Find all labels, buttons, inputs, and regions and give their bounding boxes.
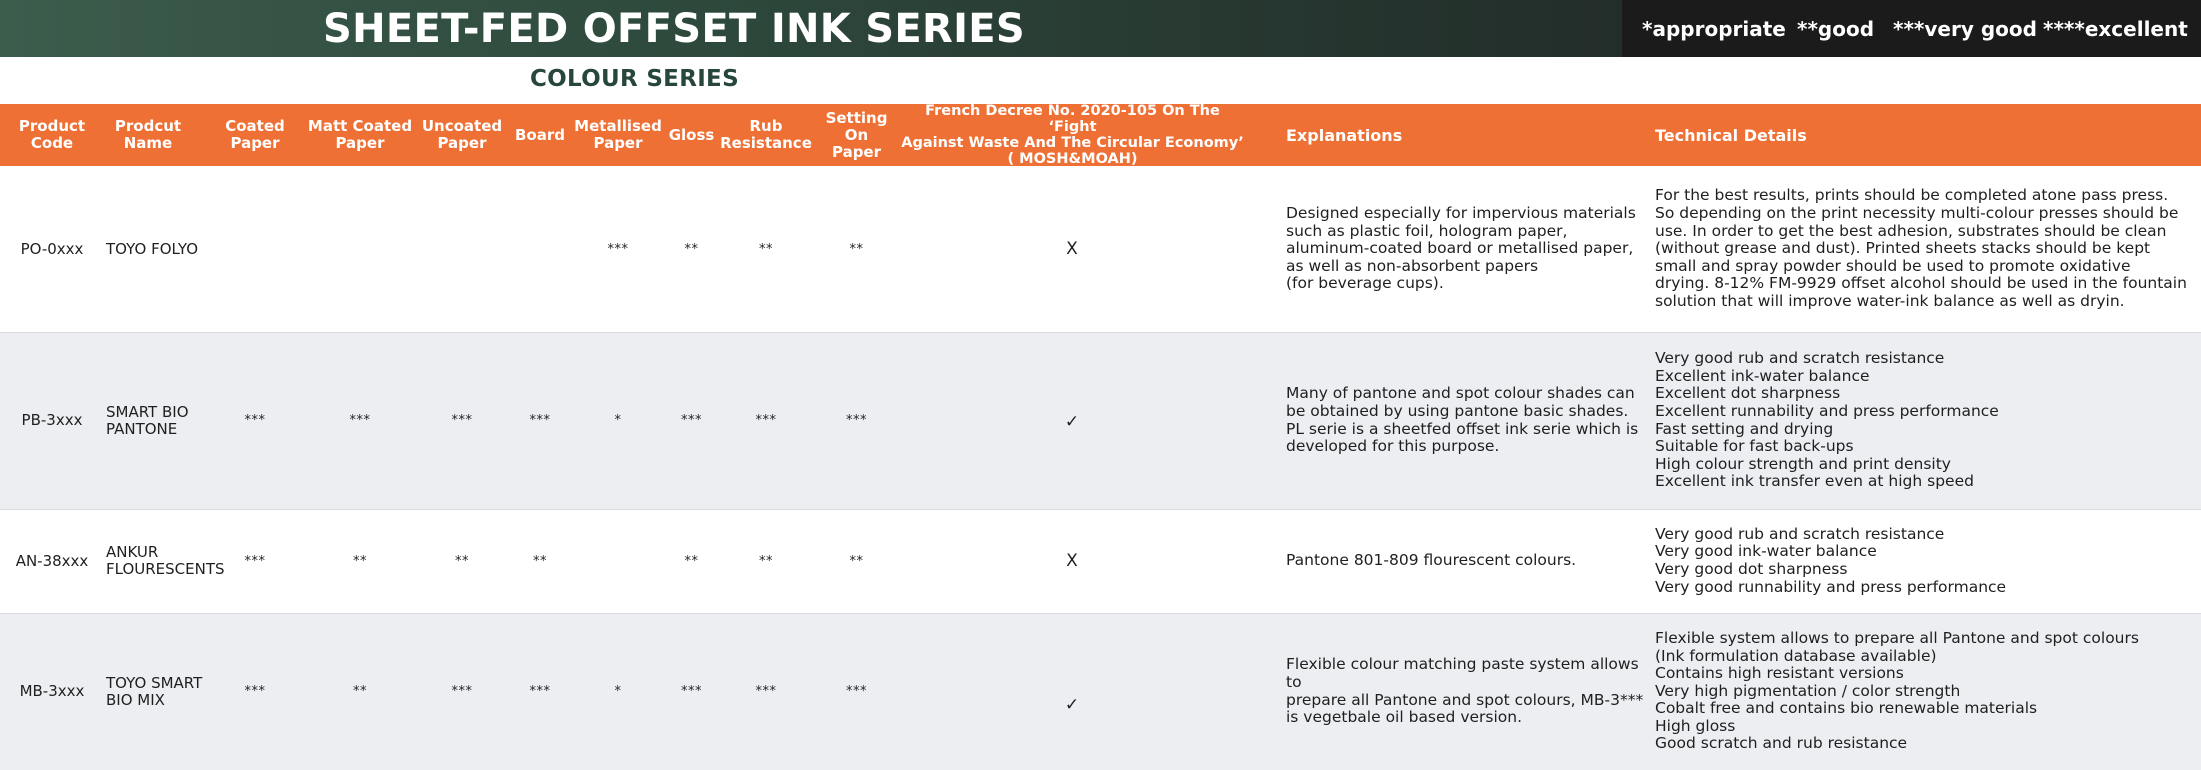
rating-matt-coated-paper bbox=[305, 166, 415, 332]
product-code: PB-3xxx bbox=[21, 411, 83, 429]
rating-gloss: ** bbox=[684, 241, 699, 257]
rating-uncoated-paper bbox=[419, 166, 505, 332]
rating-matt-coated-paper: ** bbox=[353, 553, 367, 569]
technical-details-text: Flexible system allows to prepare all Pantone and spot colours (Ink formulation database available) Contains high resistant versions Very high pigmentation / color strength Cobalt free and contains bio renewable materials High gloss Good scratch and rub resistance bbox=[1655, 628, 2139, 753]
rating-board: *** bbox=[529, 684, 551, 699]
column-header-french-decree: French Decree No. 2020-105 On The ‘Fight Against Waste And The Circular Economy’ ( MOSH&MOAH) bbox=[901, 103, 1244, 167]
rating-setting-on-paper: ** bbox=[849, 241, 864, 257]
product-name: SMART BIO PANTONE bbox=[106, 402, 189, 438]
section-subtitle: COLOUR SERIES bbox=[530, 66, 739, 92]
rating-setting-on-paper: *** bbox=[846, 684, 867, 699]
product-code: AN-38xxx bbox=[15, 551, 89, 570]
rating-rub-resistance: ** bbox=[759, 553, 773, 569]
explanation-text: Flexible colour matching paste system allows to prepare all Pantone and spot colours, MB-3*** is vegetbale oil based version. bbox=[1286, 655, 1644, 727]
rating-uncoated-paper: *** bbox=[451, 684, 473, 699]
rating-gloss: ** bbox=[684, 553, 699, 569]
rating-metallised-paper: *** bbox=[607, 241, 629, 257]
product-code: PO-0xxx bbox=[20, 239, 84, 258]
explanation-text: Many of pantone and spot colour shades can be obtained by using pantone basic shades. PL serie is a sheetfed offset ink serie which is developed for this purpose. bbox=[1286, 384, 1639, 456]
product-name: ANKUR FLOURESCENTS bbox=[106, 543, 225, 578]
decree-mark: X bbox=[1066, 238, 1078, 259]
rating-rub-resistance: ** bbox=[759, 241, 773, 257]
legend-appropriate: *appropriate bbox=[1642, 17, 1786, 41]
rating-metallised-paper: * bbox=[614, 413, 622, 428]
checkmark-icon: ✓ bbox=[1064, 411, 1080, 432]
rating-metallised-paper bbox=[573, 509, 663, 613]
column-header-gloss: Gloss bbox=[668, 125, 715, 144]
technical-details-text: Very good rub and scratch resistance Excellent ink-water balance Excellent dot sharpness Excellent runnability and press performance Fast setting and drying Suitable for fast back-ups High colour strength and print density Excellent ink transfer even at high speed bbox=[1655, 349, 1999, 491]
legend-good: **good bbox=[1797, 17, 1875, 41]
checkmark-icon: ✓ bbox=[1064, 694, 1080, 715]
column-header-explanations: Explanations bbox=[1286, 125, 1403, 145]
rating-metallised-paper: * bbox=[614, 684, 622, 699]
column-header-setting-on-paper: Setting On Paper bbox=[825, 108, 888, 161]
rating-coated-paper: *** bbox=[244, 553, 266, 569]
product-name: TOYO FOLYO bbox=[106, 239, 199, 258]
explanation-text: Pantone 801-809 flourescent colours. bbox=[1286, 551, 1577, 570]
column-header-coated-paper: Coated Paper bbox=[225, 117, 285, 152]
rating-setting-on-paper: *** bbox=[846, 413, 867, 428]
page-title: SHEET-FED OFFSET INK SERIES bbox=[323, 6, 1026, 52]
rating-board: ** bbox=[533, 553, 547, 569]
product-name: TOYO SMART BIO MIX bbox=[106, 673, 203, 709]
rating-rub-resistance: *** bbox=[755, 413, 777, 428]
explanation-text: Designed especially for impervious materials such as plastic foil, hologram paper, aluminum-coated board or metallised paper, as well as non-absorbent papers (for beverage cups). bbox=[1286, 204, 1636, 293]
column-header-technical-details: Technical Details bbox=[1655, 125, 1807, 145]
rating-setting-on-paper: ** bbox=[849, 553, 864, 569]
rating-gloss: *** bbox=[681, 413, 702, 428]
legend-excellent: ****excellent bbox=[2043, 17, 2188, 41]
column-header-metallised-paper: Metallised Paper bbox=[574, 117, 662, 152]
row-divider bbox=[0, 613, 2201, 614]
column-header-board: Board bbox=[515, 125, 565, 144]
rating-coated-paper bbox=[215, 166, 295, 332]
rating-matt-coated-paper: *** bbox=[349, 413, 371, 428]
rating-gloss: *** bbox=[681, 684, 702, 699]
technical-details-text: For the best results, prints should be completed atone pass press. So depending on the print necessity multi-colour presses should be use. In order to get the best adhesion, substrates should be clean (without grease and dust). Printed sheets stacks should be kept small and spray powder should be used to promote oxidative drying. 8-12% FM-9929 offset alcohol should be used in the fountain solution that will improve water-ink balance as well as dryin. bbox=[1655, 186, 2187, 310]
rating-uncoated-paper: ** bbox=[455, 553, 469, 569]
product-code: MB-3xxx bbox=[19, 682, 85, 700]
column-header-matt-coated-paper: Matt Coated Paper bbox=[307, 117, 413, 152]
technical-details-text: Very good rub and scratch resistance Very good ink-water balance Very good dot sharpness Very good runnability and press performance bbox=[1655, 524, 2007, 596]
legend-very-good: ***very good bbox=[1893, 17, 2037, 41]
row-divider bbox=[0, 509, 2201, 510]
rating-uncoated-paper: *** bbox=[451, 413, 473, 428]
rating-board: *** bbox=[529, 413, 551, 428]
column-header-product-code: Product Code bbox=[18, 117, 86, 152]
rating-coated-paper: *** bbox=[244, 413, 266, 428]
column-header-rub-resistance: Rub Resistance bbox=[720, 117, 812, 152]
rating-matt-coated-paper: ** bbox=[353, 684, 367, 699]
column-header-uncoated-paper: Uncoated Paper bbox=[421, 117, 503, 152]
rating-coated-paper: *** bbox=[244, 684, 266, 699]
rating-rub-resistance: *** bbox=[755, 684, 777, 699]
decree-mark: X bbox=[1066, 550, 1078, 571]
rating-board bbox=[510, 166, 570, 332]
row-divider bbox=[0, 332, 2201, 333]
column-header-product-name: Prodcut Name bbox=[114, 117, 182, 152]
